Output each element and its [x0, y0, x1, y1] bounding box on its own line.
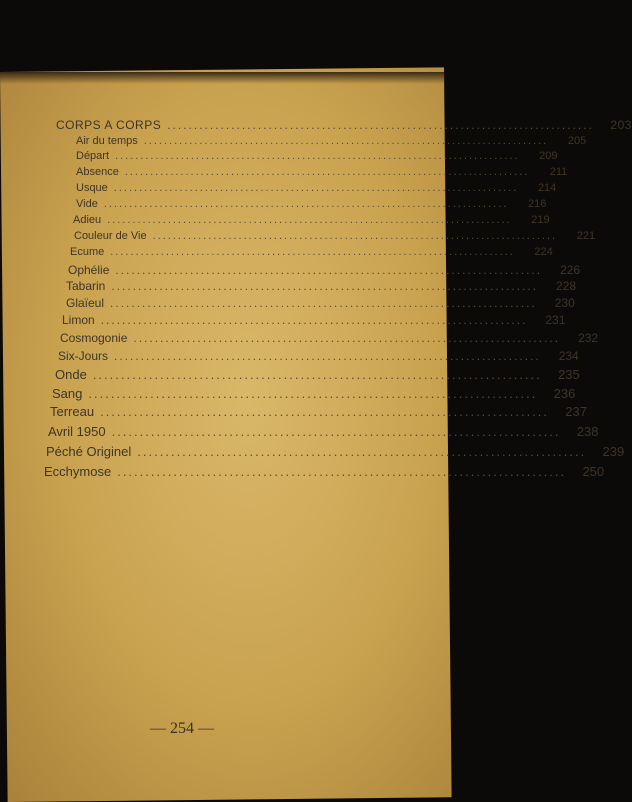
toc-entry — [55, 367, 580, 382]
toc-entry-page: 239 — [602, 444, 625, 459]
toc-entry-page: 209 — [539, 150, 558, 162]
toc-entry-page: 236 — [553, 386, 576, 401]
toc-entry-page: 224 — [534, 246, 553, 258]
toc-entry — [58, 349, 579, 363]
toc-entry — [76, 166, 568, 178]
toc-entry-title: Absence — [76, 166, 119, 178]
toc-entry-page: 205 — [567, 135, 587, 147]
toc-entry — [50, 404, 588, 419]
toc-entry — [48, 424, 599, 439]
toc-entry — [76, 198, 547, 210]
toc-entry — [76, 150, 558, 162]
toc-entry — [56, 118, 632, 132]
toc-leader-dots: ................................................................................ — [110, 246, 515, 258]
toc-leader-dots: ................................................................................ — [137, 444, 587, 459]
toc-entry — [62, 313, 566, 327]
toc-entry-title: Péché Originel — [46, 444, 132, 459]
toc-leader-dots: ................................................................................ — [115, 263, 543, 277]
toc-entry-title: Vide — [76, 198, 98, 210]
page-number: — 254 — — [150, 720, 214, 737]
toc-leader-dots: ................................................................................ — [107, 214, 512, 226]
toc-entry-title: Avril 1950 — [48, 424, 106, 439]
toc-leader-dots: ................................................................................ — [113, 182, 519, 194]
toc-leader-dots: ................................................................................ — [114, 349, 541, 363]
toc-leader-dots: ................................................................................ — [133, 331, 561, 345]
toc-leader-dots: ................................................................................ — [111, 424, 561, 439]
toc-entry-page: 216 — [527, 198, 547, 210]
toc-entry-title: Ecume — [70, 246, 105, 258]
toc-entry — [76, 135, 587, 147]
toc-entry-page: 214 — [537, 182, 557, 194]
toc-leader-dots: ................................................................................ — [110, 296, 537, 310]
toc-entry-title: Cosmogonie — [60, 331, 128, 345]
toc-entry-title: Limon — [62, 313, 95, 327]
toc-entry — [66, 296, 575, 310]
toc-leader-dots: ................................................................................ — [152, 230, 558, 242]
toc-leader-dots: ................................................................................ — [88, 386, 538, 401]
toc-entry-title: Adieu — [73, 214, 102, 226]
toc-entry-title: Sang — [52, 386, 83, 401]
toc-entry-title: Départ — [76, 150, 110, 162]
toc-entry — [66, 279, 577, 293]
toc-entry-title: Six-Jours — [58, 349, 109, 363]
toc-entry-title: Glaïeul — [66, 296, 105, 310]
toc-leader-dots: ................................................................................ — [115, 150, 520, 162]
toc-entry-page: 250 — [582, 464, 605, 479]
toc-entry — [74, 230, 596, 242]
toc-entry-page: 238 — [576, 424, 599, 439]
toc-leader-dots: ................................................................................ — [143, 135, 549, 147]
toc-leader-dots: ................................................................................ — [117, 464, 567, 479]
toc-entry-page: 235 — [558, 367, 580, 382]
toc-entry-page: 221 — [576, 230, 596, 242]
toc-entry-title: Ecchymose — [44, 464, 112, 479]
toc-leader-dots: ................................................................................ — [92, 367, 542, 382]
toc-entry — [76, 182, 557, 194]
toc-entry — [70, 246, 553, 258]
toc-entry-page: 219 — [531, 214, 550, 226]
toc-leader-dots: ................................................................................ — [100, 313, 528, 327]
toc-entry-page: 237 — [565, 404, 588, 419]
toc-entry-title: Onde — [55, 367, 87, 382]
toc-entry-page: 234 — [558, 349, 579, 363]
toc-entry-page: 211 — [549, 166, 568, 178]
toc-leader-dots: ................................................................................ — [167, 118, 594, 132]
toc-leader-dots: ................................................................................ — [103, 198, 509, 210]
toc-leader-dots: ................................................................................ — [100, 404, 550, 419]
toc-entry — [68, 263, 581, 277]
toc-entry-title: Couleur de Vie — [74, 230, 147, 242]
toc-entry — [44, 464, 605, 479]
toc-entry — [73, 214, 550, 226]
toc-entry-page: 226 — [560, 263, 581, 277]
toc-leader-dots: ................................................................................ — [111, 279, 539, 293]
toc-entry — [52, 386, 576, 401]
toc-entry-page: 228 — [556, 279, 577, 293]
toc-entry-title: Usque — [76, 182, 108, 194]
toc-entry-title: Ophélie — [68, 263, 110, 277]
toc-entry-page: 232 — [578, 331, 599, 345]
toc-entry-title: Terreau — [50, 404, 95, 419]
toc-leader-dots: ................................................................................ — [124, 166, 530, 178]
toc-entry — [60, 331, 599, 345]
toc-entry-page: 230 — [554, 296, 575, 310]
toc-entry-title: Tabarin — [66, 279, 106, 293]
toc-entry-title: CORPS A CORPS — [56, 118, 162, 132]
toc-entry-page: 231 — [545, 313, 566, 327]
toc-entry-page: 203 — [610, 118, 632, 132]
toc-entry — [46, 444, 625, 459]
toc-entry-title: Air du temps — [76, 135, 138, 147]
